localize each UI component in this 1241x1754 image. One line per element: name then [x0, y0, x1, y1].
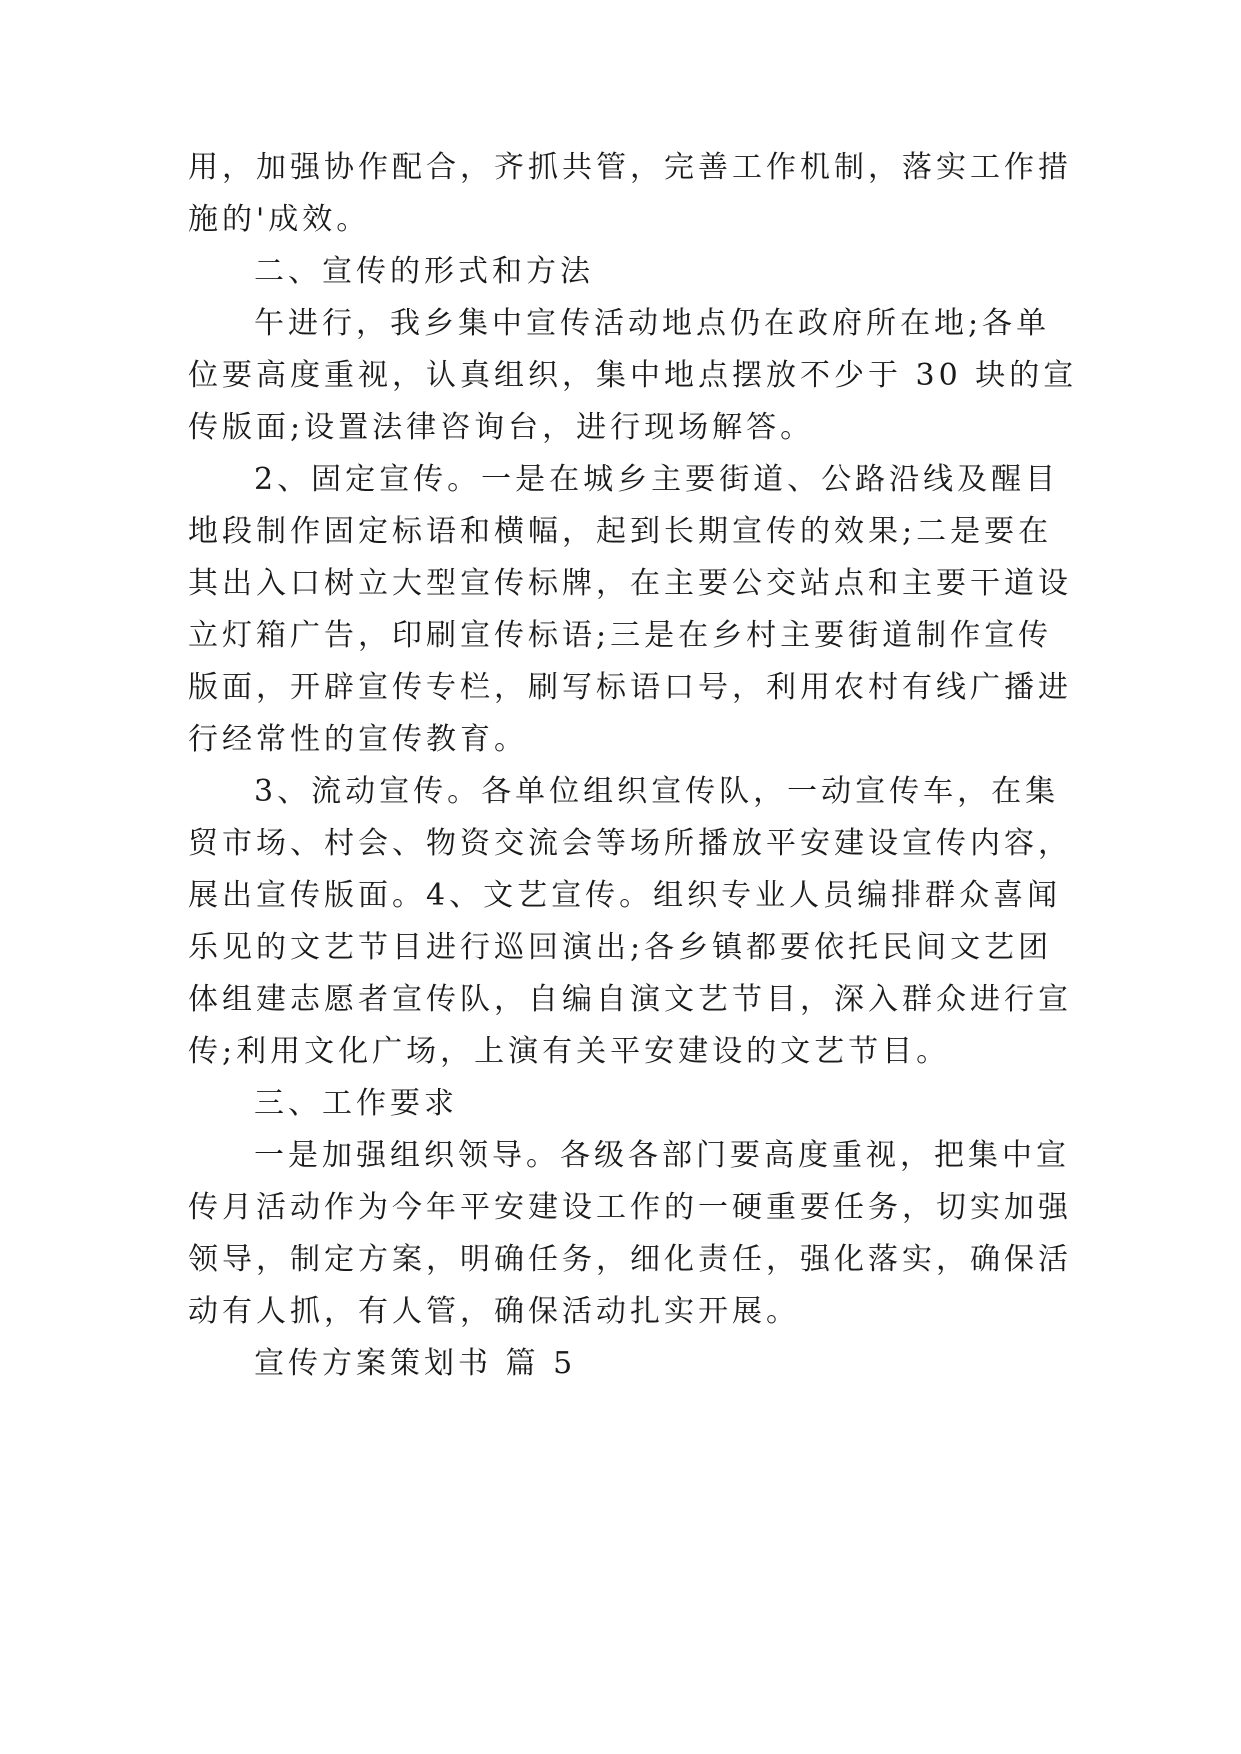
- text-line: 2、固定宣传。一是在城乡主要街道、公路沿线及醒目: [254, 462, 1060, 497]
- text-line: 传版面;设置法律咨询台，进行现场解答。: [188, 410, 815, 445]
- text-line: 用，加强协作配合，齐抓共管，完善工作机制，落实工作措: [188, 150, 1072, 185]
- section-heading: 三、工作要求: [254, 1086, 458, 1121]
- text-line: 行经常性的宣传教育。: [188, 722, 528, 757]
- section-heading: 二、宣传的形式和方法: [254, 254, 594, 289]
- section-title: 宣传方案策划书 篇 5: [254, 1346, 577, 1381]
- text-line: 领导，制定方案，明确任务，细化责任，强化落实，确保活: [188, 1242, 1072, 1277]
- text-line: 午进行，我乡集中宣传活动地点仍在政府所在地;各单: [254, 306, 1051, 341]
- text-line: 位要高度重视，认真组织，集中地点摆放不少于 30 块的宣: [188, 358, 1078, 393]
- text-line: 版面，开辟宣传专栏，刷写标语口号，利用农村有线广播进: [188, 670, 1072, 705]
- text-line: 贸市场、村会、物资交流会等场所播放平安建设宣传内容，: [188, 826, 1072, 861]
- text-line: 3、流动宣传。各单位组织宣传队，一动宣传车，在集: [254, 774, 1060, 809]
- text-line: 传月活动作为今年平安建设工作的一硬重要任务，切实加强: [188, 1190, 1072, 1225]
- text-line: 立灯箱广告，印刷宣传标语;三是在乡村主要街道制作宣传: [188, 618, 1053, 653]
- text-line: 传;利用文化广场，上演有关平安建设的文艺节目。: [188, 1034, 951, 1069]
- text-line: 展出宣传版面。4、文艺宣传。组织专业人员编排群众喜闻: [188, 878, 1062, 913]
- text-line: 施的'成效。: [188, 202, 371, 237]
- text-line: 乐见的文艺节目进行巡回演出;各乡镇都要依托民间文艺团: [188, 930, 1053, 965]
- text-line: 其出入口树立大型宣传标牌，在主要公交站点和主要干道设: [188, 566, 1072, 601]
- text-line: 地段制作固定标语和横幅，起到长期宣传的效果;二是要在: [188, 514, 1053, 549]
- text-line: 动有人抓，有人管，确保活动扎实开展。: [188, 1294, 800, 1329]
- text-line: 体组建志愿者宣传队，自编自演文艺节目，深入群众进行宣: [188, 982, 1072, 1017]
- text-line: 一是加强组织领导。各级各部门要高度重视，把集中宣: [254, 1138, 1070, 1173]
